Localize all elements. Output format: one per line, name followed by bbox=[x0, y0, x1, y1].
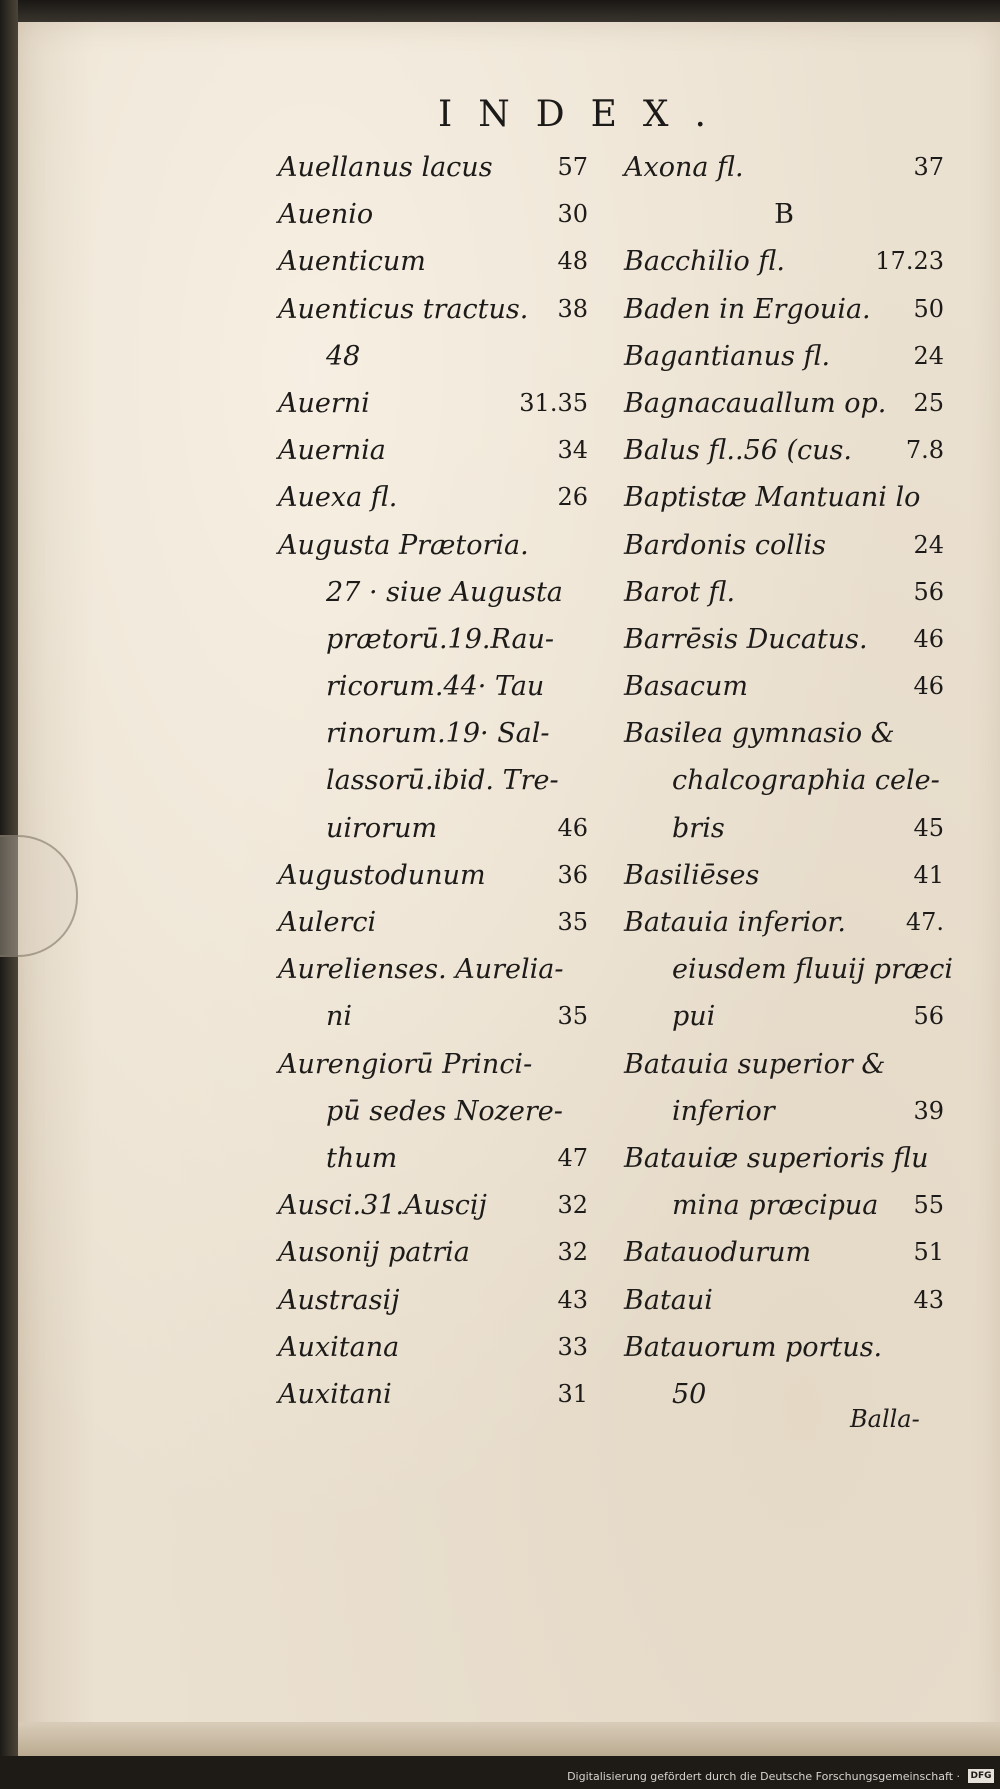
digitization-credit: Digitalisierung gefördert durch die Deutsche Forschungsgemeinschaft · bbox=[567, 1770, 960, 1783]
page-reference: 32 bbox=[557, 1191, 588, 1220]
page-reference: 46 bbox=[557, 813, 588, 842]
index-term: uirorum bbox=[326, 812, 438, 844]
page-reference: 51 bbox=[913, 1238, 944, 1267]
index-term: Batauia superior & bbox=[624, 1048, 886, 1080]
index-entry bbox=[624, 380, 944, 427]
page-reference: 37 bbox=[913, 153, 944, 181]
index-term: B bbox=[774, 199, 794, 231]
index-entry bbox=[278, 899, 588, 946]
index-entry bbox=[278, 710, 588, 757]
dfg-logo: DFG bbox=[968, 1769, 994, 1783]
index-term: Batauiæ superioris flu bbox=[624, 1142, 929, 1174]
index-entry bbox=[278, 191, 588, 238]
index-entry bbox=[624, 191, 944, 238]
index-entry bbox=[624, 899, 944, 946]
index-term: Bataui bbox=[624, 1284, 713, 1316]
index-term: Balus fl..56 (cus. bbox=[624, 435, 852, 467]
index-entry bbox=[278, 522, 588, 569]
index-entry bbox=[624, 474, 944, 521]
page-reference: 56 bbox=[913, 1002, 944, 1031]
index-term: Austrasij bbox=[278, 1284, 400, 1316]
page-reference: 35 bbox=[557, 1002, 588, 1031]
index-entry bbox=[278, 663, 588, 710]
index-term: Aulerci bbox=[278, 907, 377, 938]
index-entry bbox=[278, 1229, 588, 1276]
index-term: Basilea gymnasio & bbox=[624, 718, 895, 750]
index-entry bbox=[624, 1088, 944, 1135]
page-reference: 43 bbox=[913, 1285, 944, 1314]
index-entry bbox=[278, 852, 588, 899]
index-term: ricorum.44· Tau bbox=[326, 671, 545, 703]
index-entry bbox=[278, 238, 588, 285]
index-term: mina præcipua bbox=[672, 1190, 879, 1222]
index-entry bbox=[624, 852, 944, 899]
index-term: inferior bbox=[672, 1095, 775, 1127]
index-term: 27 · siue Augusta bbox=[326, 576, 563, 608]
index-entry bbox=[624, 1182, 944, 1229]
index-term: prætorū.19.Rau- bbox=[326, 623, 555, 655]
index-term: chalcographia cele- bbox=[672, 765, 940, 797]
page-heading: INDEX. bbox=[438, 94, 732, 135]
index-entry bbox=[278, 946, 588, 993]
page-reference: 7.8 bbox=[905, 436, 944, 465]
index-term: Auenticum bbox=[278, 246, 426, 278]
index-term: Axona fl. bbox=[624, 152, 744, 183]
index-term: Auerni bbox=[278, 387, 370, 419]
index-term: Bagnacauallum op. bbox=[624, 387, 887, 419]
index-term: ni bbox=[326, 1001, 353, 1033]
page-reference: 39 bbox=[913, 1096, 944, 1125]
page-reference: 24 bbox=[913, 530, 944, 559]
index-entry bbox=[624, 569, 944, 616]
catchword: Balla- bbox=[850, 1405, 920, 1433]
index-entry bbox=[624, 286, 944, 333]
index-entry bbox=[624, 1135, 944, 1182]
index-entry bbox=[278, 1041, 588, 1088]
index-entry bbox=[278, 616, 588, 663]
index-entry bbox=[624, 710, 944, 757]
index-left-column bbox=[278, 144, 588, 1418]
index-entry bbox=[278, 1277, 588, 1324]
index-term: Auxitana bbox=[278, 1331, 400, 1363]
page-reference: 34 bbox=[557, 436, 588, 465]
page-reference: 47. bbox=[905, 908, 944, 936]
index-term: pū sedes Nozere- bbox=[326, 1095, 563, 1127]
index-entry bbox=[278, 1088, 588, 1135]
index-term: Auxitani bbox=[278, 1378, 392, 1410]
index-term: thum bbox=[326, 1142, 398, 1174]
index-entry bbox=[278, 286, 588, 333]
index-entry bbox=[278, 1371, 588, 1418]
index-term: Aurelienses. Aurelia- bbox=[278, 954, 564, 986]
page-reference: 31.35 bbox=[519, 388, 588, 417]
index-term: bris bbox=[672, 812, 725, 844]
page-reference: 30 bbox=[557, 200, 588, 229]
index-term: 48 bbox=[326, 340, 361, 372]
page-reference: 48 bbox=[557, 247, 588, 276]
index-entry bbox=[624, 427, 944, 474]
index-term: rinorum.19· Sal- bbox=[326, 718, 550, 750]
page-reference: 46 bbox=[913, 672, 944, 701]
index-entry bbox=[624, 144, 944, 191]
page-reference: 33 bbox=[557, 1332, 588, 1361]
page-reference: 32 bbox=[557, 1238, 588, 1267]
index-term: Auexa fl. bbox=[278, 482, 398, 514]
index-term: Bacchilio fl. bbox=[624, 246, 785, 278]
index-term: Barot fl. bbox=[624, 576, 736, 608]
index-term: Baptistæ Mantuani lo bbox=[624, 482, 921, 514]
page-reference: 35 bbox=[557, 908, 588, 936]
index-entry bbox=[278, 993, 588, 1040]
index-entry bbox=[624, 757, 944, 804]
index-entry bbox=[624, 1229, 944, 1276]
index-term: Basiliēses bbox=[624, 859, 760, 891]
index-term: 50 bbox=[672, 1378, 707, 1410]
page-reference: 50 bbox=[913, 294, 944, 323]
index-term: Auenticus tractus. bbox=[278, 293, 529, 325]
index-term: Auellanus lacus bbox=[278, 152, 493, 183]
index-entry bbox=[624, 616, 944, 663]
page-reference: 26 bbox=[557, 483, 588, 512]
page-reference: 45 bbox=[913, 813, 944, 842]
index-entry bbox=[278, 144, 588, 191]
index-entry bbox=[624, 805, 944, 852]
page-reference: 55 bbox=[913, 1191, 944, 1220]
index-term: Auenio bbox=[278, 199, 374, 231]
index-entry bbox=[278, 1182, 588, 1229]
index-entry bbox=[278, 427, 588, 474]
index-entry bbox=[624, 1041, 944, 1088]
index-entry bbox=[624, 993, 944, 1040]
index-term: Aurengiorū Princi- bbox=[278, 1048, 533, 1080]
page-reference: 57 bbox=[557, 153, 588, 181]
index-right-column bbox=[624, 144, 954, 1418]
index-entry bbox=[624, 522, 944, 569]
page-reference: 17.23 bbox=[875, 247, 944, 276]
page-reference: 46 bbox=[913, 624, 944, 653]
index-term: Ausonij patria bbox=[278, 1237, 470, 1269]
index-entry bbox=[624, 333, 944, 380]
top-edge bbox=[0, 0, 1000, 24]
index-entry bbox=[278, 333, 588, 380]
page-reference: 38 bbox=[557, 294, 588, 323]
index-term: pui bbox=[672, 1001, 716, 1033]
index-entry bbox=[278, 757, 588, 804]
index-entry bbox=[624, 1277, 944, 1324]
index-entry bbox=[624, 663, 944, 710]
index-term: Auernia bbox=[278, 435, 386, 467]
index-term: Baden in Ergouia. bbox=[624, 293, 871, 325]
index-term: Bagantianus fl. bbox=[624, 340, 831, 372]
index-term: Batauodurum bbox=[624, 1237, 812, 1269]
index-entry bbox=[278, 569, 588, 616]
page-reference: 47 bbox=[557, 1143, 588, 1172]
index-term: Basacum bbox=[624, 671, 749, 703]
index-term: eiusdem fluuij præci bbox=[672, 954, 954, 986]
page-reference: 41 bbox=[913, 860, 944, 889]
page-bottom-edge bbox=[16, 1722, 1000, 1758]
index-term: lassorū.ibid. Tre- bbox=[326, 765, 559, 797]
index-term: Batauorum portus. bbox=[624, 1331, 883, 1363]
page-reference: 56 bbox=[913, 577, 944, 606]
index-term: Barrēsis Ducatus. bbox=[624, 623, 868, 655]
index-term: Batauia inferior. bbox=[624, 907, 846, 938]
index-entry bbox=[624, 1324, 944, 1371]
page-reference: 24 bbox=[913, 341, 944, 370]
index-term: Ausci.31.Auscij bbox=[278, 1190, 487, 1222]
index-term: Augusta Prætoria. bbox=[278, 529, 529, 561]
index-term: Bardonis collis bbox=[624, 529, 826, 561]
index-term: Augustodunum bbox=[278, 859, 486, 891]
page-reference: 25 bbox=[913, 388, 944, 417]
index-entry bbox=[278, 1324, 588, 1371]
page-reference: 36 bbox=[557, 860, 588, 889]
index-entry bbox=[278, 380, 588, 427]
index-entry bbox=[278, 1135, 588, 1182]
page-reference: 43 bbox=[557, 1285, 588, 1314]
index-entry bbox=[624, 946, 954, 993]
index-entry bbox=[278, 474, 588, 521]
index-entry bbox=[278, 805, 588, 852]
index-entry bbox=[624, 238, 944, 285]
page-reference: 31 bbox=[557, 1379, 588, 1408]
